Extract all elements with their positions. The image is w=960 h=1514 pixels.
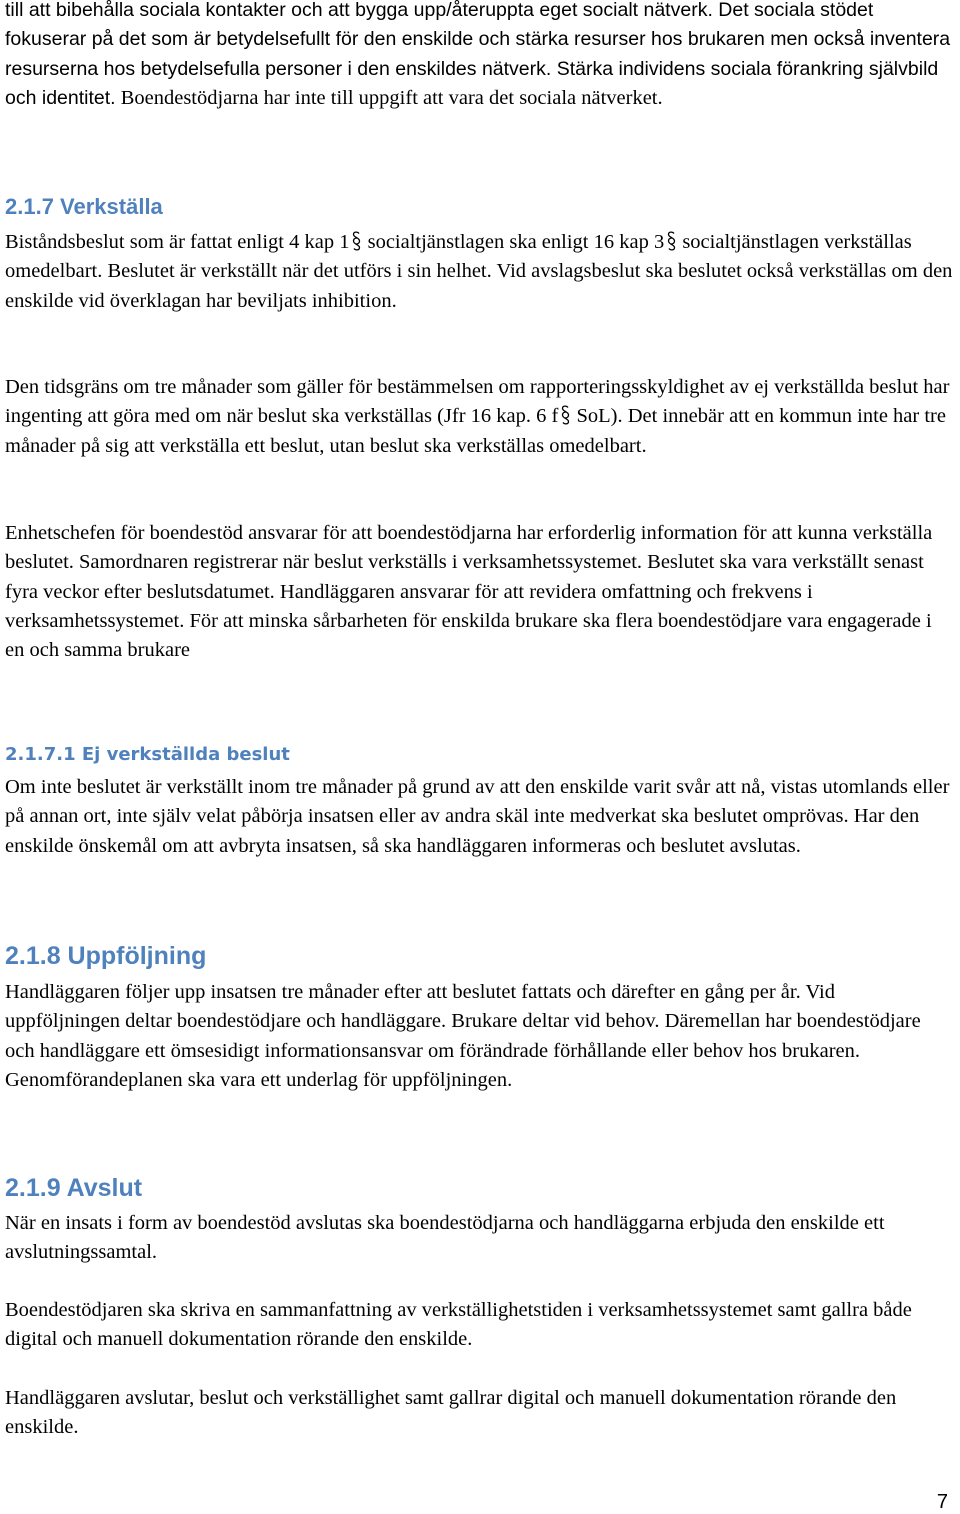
verkstalla-p2-text-a: Den tidsgräns om tre månader som gäller för bestämmelsen om rapporteringsskyldighet av ej verkställda beslut har ingenting att göra med om när beslut ska verkställas (Jfr 16 kap. 6 f	[5, 376, 950, 428]
heading-2-1-7-1: 2.1.7.1 Ej verkställda beslut	[5, 744, 290, 765]
section-sign-icon	[666, 230, 677, 252]
avslut-paragraph-3: Handläggaren avslutar, beslut och verkställighet samt gallrar digital och manuell dokumentation rörande den enskilde.	[5, 1387, 897, 1439]
section-sign-icon	[560, 404, 571, 426]
heading-2-1-9: 2.1.9 Avslut	[5, 1174, 143, 1202]
uppfoljning-paragraph: Handläggaren följer upp insatsen tre månader efter att beslutet fattats och därefter en gång per år. Vid uppföljningen deltar boendestödjare och handläggare. Brukare deltar vid behov. Däremellan har boendestödjare och handläggare ett ömsesidigt informationsansvar om förändrade förhållande eller behov hos brukaren. Genomförandeplanen ska vara ett underlag för uppföljningen.	[5, 981, 921, 1091]
page-number: 7	[936, 1491, 948, 1513]
intro-text-part3: Boendestödjarna har inte till uppgift att vara det sociala nätverket.	[115, 86, 663, 109]
ej-verkstallda-paragraph: Om inte beslutet är verkställt inom tre månader på grund av att den enskilde varit svår att nå, vistas utomlands eller på annan ort, inte själv velat påbörja insatsen eller av andra skäl inte medverkat ska beslutet omprövas. Har den enskilde önskemål om att avbryta insatsen, så ska handläggaren informeras och beslutet avslutas.	[5, 776, 950, 857]
verkstalla-p1-text-c: socialtjänstlagen verkställas omedelbart. Beslutet är verkställt när det utförs i sin helhet. Vid avslagsbeslut ska beslutet också verkställas om den enskilde vid överklagan har beviljats inhibition.	[5, 231, 953, 312]
intro-text-part1: till att bibehålla sociala kontakter och att bygga upp/återuppta eget socialt nätverk.	[5, 0, 713, 21]
heading-2-1-8: 2.1.8 Uppföljning	[5, 942, 207, 970]
verkstalla-p1-text-b: socialtjänstlagen ska enligt 16 kap 3	[362, 231, 665, 253]
section-sign-icon	[351, 230, 362, 252]
heading-2-1-7: 2.1.7 Verkställa	[5, 194, 163, 219]
verkstalla-p1-text-a: Biståndsbeslut som är fattat enligt 4 kap 1	[5, 231, 350, 253]
avslut-paragraph-2: Boendestödjaren ska skriva en sammanfattning av verkställighetstiden i verksamhetssystemet samt gallra både digital och manuell dokumentation rörande den enskilde.	[5, 1299, 912, 1351]
avslut-paragraph-1: När en insats i form av boendestöd avslutas ska boendestödjarna och handläggarna erbjuda den enskilde ett avslutningssamtal.	[5, 1212, 885, 1264]
verkstalla-paragraph-1	[5, 228, 955, 316]
verkstalla-p2-text-b: SoL). Det innebär att en kommun inte har tre månader på sig att verkställa ett beslut, utan beslut ska verkställas omedelbart.	[5, 405, 946, 457]
intro-text-part2: Det sociala stödet fokuserar på det som är betydelsefullt för den enskilde och stärka resurser hos brukaren men också inventera resurserna hos betydelsefulla personer i den enskildes nätverk. Stärka individens sociala förankring självbild och identitet.	[5, 0, 951, 109]
verkstalla-paragraph-2	[5, 373, 955, 461]
verkstalla-paragraph-3: Enhetschefen för boendestöd ansvarar för att boendestödjarna har erforderlig information för att kunna verkställa beslutet. Samordnaren registrerar när beslut verkställs i verksamhetssystemet. Beslutet ska vara verkställt senast fyra veckor efter beslutsdatumet. Handläggaren ansvarar för att revidera omfattning och frekvens i verksamhetssystemet. För att minska sårbarheten för enskilda brukare ska flera boendestödjare vara engagerade i en och samma brukare	[5, 522, 933, 662]
intro-paragraph	[5, 0, 955, 113]
